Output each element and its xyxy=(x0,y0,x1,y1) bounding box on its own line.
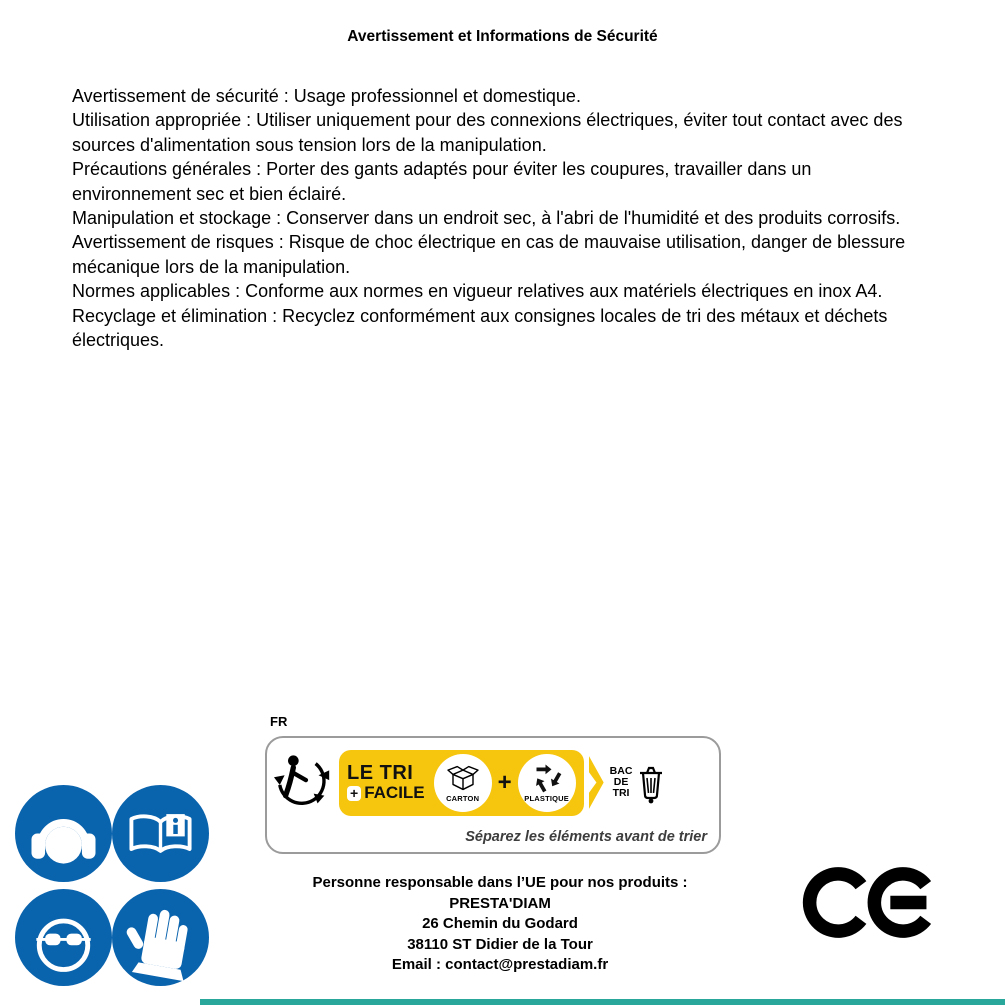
safety-paragraph: Utilisation appropriée : Utiliser uniquement pour des connexions électriques, éviter tout contact avec des sources d'alimentation sous tension lors de la manipulation. xyxy=(72,110,903,155)
company-name: PRESTA'DIAM xyxy=(449,894,551,912)
triman-icon xyxy=(273,752,335,814)
country-code-label: FR xyxy=(270,714,288,729)
sorting-label-row xyxy=(267,738,719,822)
sorting-label-footer: Séparez les éléments avant de trier xyxy=(465,829,707,845)
recycling-triangle-icon xyxy=(530,763,564,793)
pictogram-protective-gloves xyxy=(112,889,209,986)
safety-paragraph: Avertissement de sécurité : Usage professionnel et domestique. xyxy=(72,86,581,106)
material-label: PLASTIQUE xyxy=(524,793,570,803)
materials-plus-separator: + xyxy=(497,768,512,796)
arrow-chevron xyxy=(589,756,604,810)
safety-paragraph: Avertissement de risques : Risque de choc électrique en cas de mauvaise utilisation, danger de blessure mécanique lors de la manipulation. xyxy=(72,232,906,277)
read-manual-icon xyxy=(112,785,209,882)
safety-paragraph: Précautions générales : Porter des gants adaptés pour éviter les coupures, travailler dans un environnement sec et bien éclairé. xyxy=(72,159,812,204)
responsible-person-block xyxy=(250,873,750,976)
safety-paragraph: Recyclage et élimination : Recyclez conformément aux consignes locales de tri des métaux et déchets électriques. xyxy=(72,305,888,351)
safety-paragraph: Manipulation et stockage : Conserver dans un endroit sec, à l'abri de l'humidité et des produits corrosifs. xyxy=(72,208,901,229)
eye-protection-icon xyxy=(15,889,112,986)
sorting-label-yellow-band xyxy=(339,750,584,816)
sorting-bin-icon xyxy=(636,761,666,805)
bin-label-line: DE xyxy=(613,775,629,788)
ear-protection-icon xyxy=(15,785,112,882)
carton-box-icon xyxy=(445,763,481,793)
protective-gloves-icon xyxy=(112,889,209,986)
material-plastique xyxy=(518,754,576,812)
responsible-intro: Personne responsable dans l’UE pour nos produits : xyxy=(312,874,688,891)
bin-label xyxy=(610,766,633,800)
material-carton xyxy=(434,754,492,812)
pictogram-read-manual xyxy=(112,785,209,882)
safety-paragraph: Normes applicables : Conforme aux normes en vigueur relatives aux matériels électriques en inox A4. xyxy=(72,281,883,302)
bin-label-line: TRI xyxy=(612,787,630,800)
bottom-color-bar xyxy=(200,999,1005,1005)
pictogram-eye-protection xyxy=(15,889,112,986)
headline-line2 xyxy=(347,784,425,803)
pictogram-ear-protection xyxy=(15,785,112,882)
plus-badge: + xyxy=(347,786,361,801)
email-line: Email : contact@prestadiam.fr xyxy=(391,956,609,974)
headline-line1: LE TRI xyxy=(347,762,414,785)
page-title: Avertissement et Informations de Sécurité xyxy=(347,28,658,45)
sorting-info-label xyxy=(265,736,721,854)
safety-text-block xyxy=(72,84,934,352)
address-line2: 38110 ST Didier de la Tour xyxy=(407,935,593,953)
ce-mark-icon xyxy=(797,851,940,954)
sorting-label-headline xyxy=(347,762,425,803)
address-line1: 26 Chemin du Godard xyxy=(422,915,578,933)
bin-label-line: BAC xyxy=(609,764,633,777)
material-label: CARTON xyxy=(446,793,480,803)
headline-line2-text: FACILE xyxy=(364,783,425,803)
